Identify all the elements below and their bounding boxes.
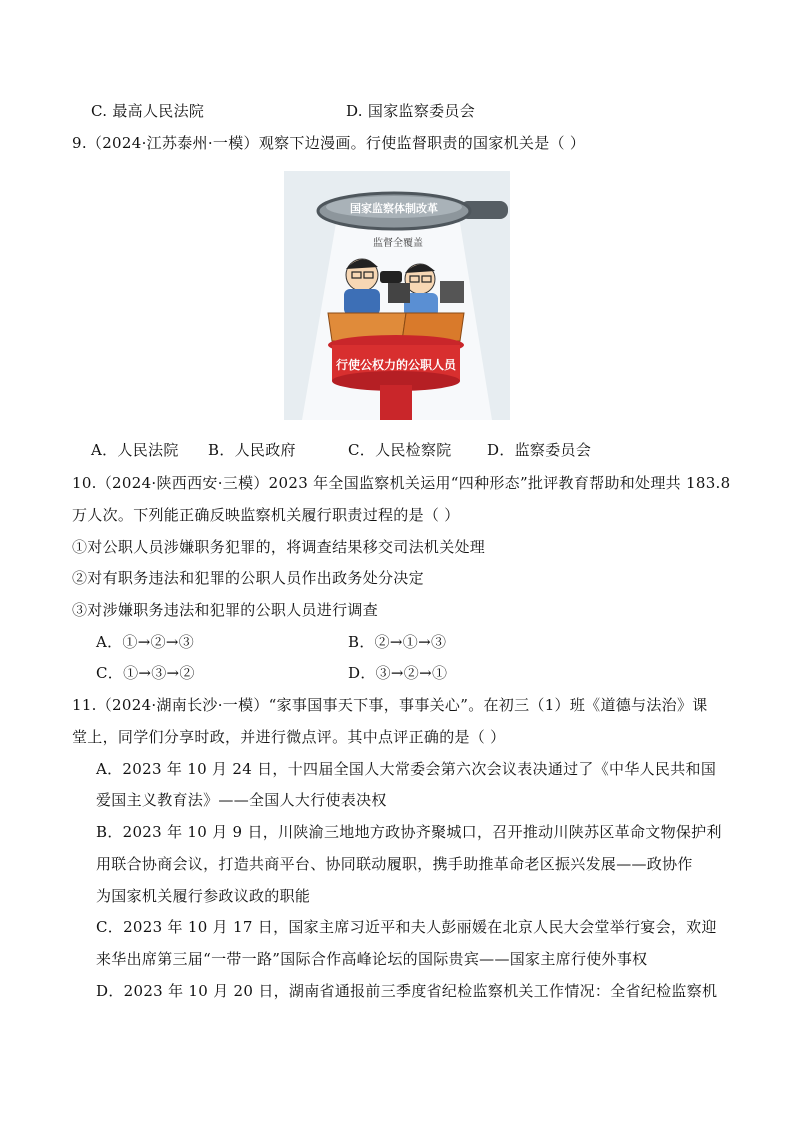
stand-label: 行使公权力的公职人员 xyxy=(335,358,457,372)
q9-option-d: D．监察委员会 xyxy=(487,441,592,459)
q11-option-d-line1: D．2023 年 10 月 20 日，湖南省通报前三季度省纪检监察机关工作情况：全省纪检监察机 xyxy=(96,982,718,1000)
q11-option-a-line2: 爱国主义教育法》——全国人大行使表决权 xyxy=(96,791,387,809)
q11-option-b-line1: B．2023 年 10 月 9 日，川陕渝三地地方政协齐聚城口，召开推动川陕苏区革命文物保护利 xyxy=(96,823,722,841)
q9-option-a: A．人民法院 xyxy=(91,441,179,459)
q11-option-a-line1: A．2023 年 10 月 24 日，十四届全国人大常委会第六次会议表决通过了《中华人民共和国 xyxy=(96,760,717,778)
beam-label: 监督全覆盖 xyxy=(373,238,423,249)
q11-option-b-line2: 用联合协商会议，打造共商平台、协同联动履职，携手助推革命老区振兴发展——政协作 xyxy=(96,855,693,873)
q10-option-d: D．③→②→① xyxy=(348,664,448,682)
q10-option-c: C．①→③→② xyxy=(96,664,195,682)
supervision-cartoon-image xyxy=(284,171,510,420)
q10-stem-line2: 万人次。下列能正确反映监察机关履行职责过程的是（ ） xyxy=(72,506,460,524)
q10-item-1: ①对公职人员涉嫌职务犯罪的，将调查结果移交司法机关处理 xyxy=(72,538,486,556)
q9-stem: 9.（2024·江苏泰州·一模）观察下边漫画。行使监督职责的国家机关是（ ） xyxy=(72,134,586,152)
q9-option-b: B．人民政府 xyxy=(208,441,296,459)
q11-option-b-line3: 为国家机关履行参政议政的职能 xyxy=(96,887,311,905)
q11-stem-line2: 堂上，同学们分享时政，并进行微点评。其中点评正确的是（ ） xyxy=(72,728,506,746)
q8-option-d: D. 国家监察委员会 xyxy=(346,102,476,120)
q11-option-c-line2: 来华出席第三届“一带一路”国际合作高峰论坛的国际贵宾——国家主席行使外事权 xyxy=(96,950,648,968)
q10-item-3: ③对涉嫌职务违法和犯罪的公职人员进行调查 xyxy=(72,601,379,619)
q10-item-2: ②对有职务违法和犯罪的公职人员作出政务处分决定 xyxy=(72,569,424,587)
q11-option-c-line1: C．2023 年 10 月 17 日，国家主席习近平和夫人彭丽媛在北京人民大会堂举行宴会，欢迎 xyxy=(96,918,717,936)
q10-option-a: A．①→②→③ xyxy=(96,633,195,651)
magnifier-label: 国家监察体制改革 xyxy=(350,202,438,215)
q8-option-c: C. 最高人民法院 xyxy=(91,102,205,120)
q11-stem-line1: 11.（2024·湖南长沙·一模）“家事国事天下事，事事关心”。在初三（1）班《道德与法治》课 xyxy=(72,696,708,714)
q10-stem-line1: 10.（2024·陕西西安·三模）2023 年全国监察机关运用“四种形态”批评教育帮助和处理共 183.8 xyxy=(72,474,731,492)
q10-option-b: B．②→①→③ xyxy=(348,633,447,651)
q9-option-c: C．人民检察院 xyxy=(348,441,452,459)
